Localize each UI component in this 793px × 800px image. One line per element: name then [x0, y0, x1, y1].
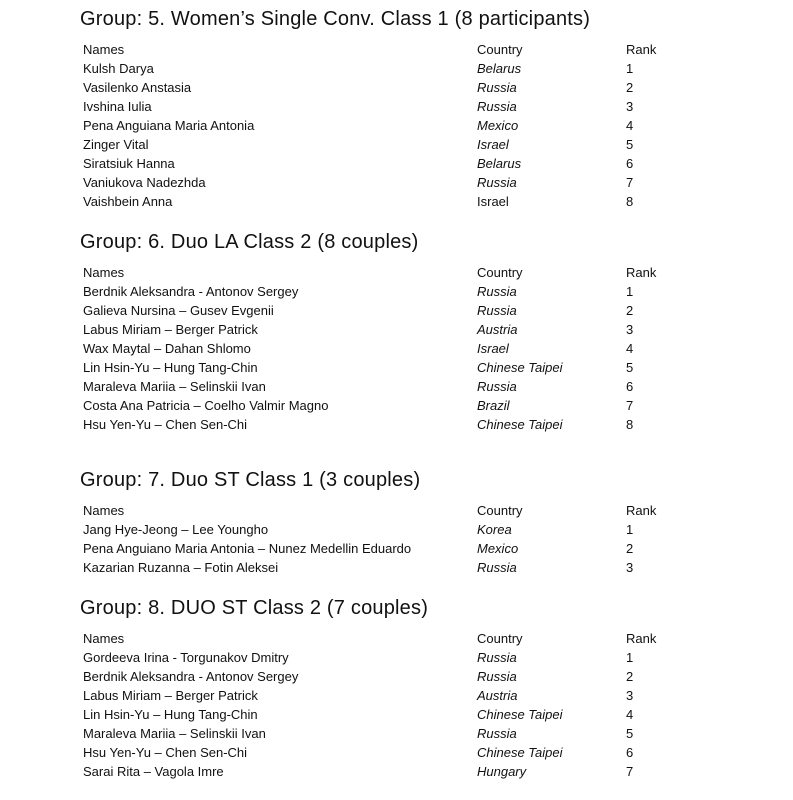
table-row	[0, 339, 793, 358]
country-header: Country	[477, 265, 523, 280]
participant-name: Siratsiuk Hanna	[83, 156, 175, 171]
participant-rank: 3	[626, 560, 634, 575]
participant-name: Pena Anguiano Maria Antonia – Nunez Medellin Eduardo	[83, 541, 412, 556]
participant-name: Labus Miriam – Berger Patrick	[83, 688, 258, 703]
table-row	[0, 173, 793, 192]
participant-rank: 4	[626, 118, 634, 133]
table-row	[0, 116, 793, 135]
participant-rank: 8	[626, 194, 634, 209]
group-title: Group: 7. Duo ST Class 1 (3 couples)	[80, 469, 421, 491]
participant-rank: 1	[626, 61, 634, 76]
participant-rank: 3	[626, 322, 634, 337]
rank-header: Rank	[626, 265, 657, 280]
participant-name: Maraleva Mariia – Selinskii Ivan	[83, 379, 266, 394]
participant-name: Kazarian Ruzanna – Fotin Aleksei	[83, 560, 279, 575]
group-title: Group: 8. DUO ST Class 2 (7 couples)	[80, 597, 429, 619]
table-header-row	[0, 629, 793, 648]
participant-country: Israel	[477, 194, 509, 209]
participant-country: Russia	[477, 80, 517, 95]
participant-rank: 5	[626, 137, 634, 152]
table-row	[0, 762, 793, 781]
table-row	[0, 135, 793, 154]
participant-country: Chinese Taipei	[477, 745, 563, 760]
table-row	[0, 558, 793, 577]
participant-country: Austria	[477, 322, 518, 337]
participant-name: Vasilenko Anstasia	[83, 80, 192, 95]
participant-country: Russia	[477, 99, 517, 114]
participant-country: Chinese Taipei	[477, 417, 563, 432]
table-row	[0, 377, 793, 396]
participant-country: Russia	[477, 726, 517, 741]
participant-rank: 6	[626, 745, 634, 760]
participant-rank: 4	[626, 341, 634, 356]
table-row	[0, 415, 793, 434]
country-header: Country	[477, 631, 523, 646]
participant-rank: 7	[626, 764, 634, 779]
group-title: Group: 5. Women’s Single Conv. Class 1 (8 participants)	[80, 8, 591, 30]
table-header-row	[0, 40, 793, 59]
participant-rank: 3	[626, 99, 634, 114]
participant-rank: 2	[626, 80, 634, 95]
table-row	[0, 301, 793, 320]
participant-country: Russia	[477, 560, 517, 575]
table-row	[0, 648, 793, 667]
group-title: Group: 6. Duo LA Class 2 (8 couples)	[80, 231, 419, 253]
participant-country: Russia	[477, 284, 517, 299]
participant-country: Hungary	[477, 764, 527, 779]
table-row	[0, 282, 793, 301]
participant-rank: 6	[626, 156, 634, 171]
participant-name: Pena Anguiana Maria Antonia	[83, 118, 255, 133]
participant-country: Russia	[477, 303, 517, 318]
participant-name: Berdnik Aleksandra - Antonov Sergey	[83, 284, 299, 299]
participant-name: Vaishbein Anna	[83, 194, 173, 209]
table-row	[0, 705, 793, 724]
names-header: Names	[83, 265, 125, 280]
participant-rank: 2	[626, 669, 634, 684]
table-row	[0, 154, 793, 173]
participant-country: Belarus	[477, 156, 522, 171]
results-table	[0, 501, 793, 577]
table-row	[0, 320, 793, 339]
table-row	[0, 192, 793, 211]
names-header: Names	[83, 631, 125, 646]
participant-rank: 2	[626, 303, 634, 318]
table-row	[0, 59, 793, 78]
participant-name: Gordeeva Irina - Torgunakov Dmitry	[83, 650, 289, 665]
table-row	[0, 520, 793, 539]
participant-country: Russia	[477, 175, 517, 190]
participant-name: Sarai Rita – Vagola Imre	[83, 764, 224, 779]
participant-name: Hsu Yen-Yu – Chen Sen-Chi	[83, 417, 248, 432]
results-table	[0, 40, 793, 211]
participant-country: Israel	[477, 341, 509, 356]
participant-country: Korea	[477, 522, 512, 537]
participant-name: Maraleva Mariia – Selinskii Ivan	[83, 726, 266, 741]
participant-country: Russia	[477, 669, 517, 684]
participant-name: Galieva Nursina – Gusev Evgenii	[83, 303, 274, 318]
participant-name: Zinger Vital	[83, 137, 149, 152]
participant-rank: 5	[626, 726, 634, 741]
table-row	[0, 686, 793, 705]
participant-rank: 2	[626, 541, 634, 556]
participant-rank: 5	[626, 360, 634, 375]
participant-name: Vaniukova Nadezhda	[83, 175, 206, 190]
results-table	[0, 629, 793, 781]
participant-rank: 7	[626, 398, 634, 413]
rank-header: Rank	[626, 42, 657, 57]
participant-rank: 1	[626, 284, 634, 299]
table-row	[0, 724, 793, 743]
participant-country: Mexico	[477, 541, 519, 556]
participant-name: Wax Maytal – Dahan Shlomo	[83, 341, 251, 356]
participant-name: Hsu Yen-Yu – Chen Sen-Chi	[83, 745, 248, 760]
table-row	[0, 78, 793, 97]
table-row	[0, 539, 793, 558]
rank-header: Rank	[626, 503, 657, 518]
table-row	[0, 667, 793, 686]
participant-rank: 7	[626, 175, 634, 190]
participant-country: Chinese Taipei	[477, 360, 563, 375]
participant-rank: 1	[626, 650, 634, 665]
table-row	[0, 396, 793, 415]
table-row	[0, 97, 793, 116]
names-header: Names	[83, 503, 125, 518]
participant-name: Lin Hsin-Yu – Hung Tang-Chin	[83, 360, 258, 375]
country-header: Country	[477, 42, 523, 57]
participant-country: Russia	[477, 650, 517, 665]
names-header: Names	[83, 42, 125, 57]
participant-country: Belarus	[477, 61, 522, 76]
participant-name: Costa Ana Patricia – Coelho Valmir Magno	[83, 398, 329, 413]
participant-country: Chinese Taipei	[477, 707, 563, 722]
participant-rank: 4	[626, 707, 634, 722]
participant-country: Russia	[477, 379, 517, 394]
participant-country: Austria	[477, 688, 518, 703]
participant-name: Kulsh Darya	[83, 61, 154, 76]
results-table	[0, 263, 793, 434]
participant-name: Ivshina Iulia	[83, 99, 152, 114]
participant-rank: 6	[626, 379, 634, 394]
participant-country: Israel	[477, 137, 509, 152]
participant-name: Labus Miriam – Berger Patrick	[83, 322, 258, 337]
table-header-row	[0, 263, 793, 282]
participant-country: Mexico	[477, 118, 519, 133]
participant-rank: 1	[626, 522, 634, 537]
participant-name: Jang Hye-Jeong – Lee Youngho	[83, 522, 269, 537]
country-header: Country	[477, 503, 523, 518]
participant-country: Brazil	[477, 398, 510, 413]
table-row	[0, 743, 793, 762]
participant-rank: 8	[626, 417, 634, 432]
table-header-row	[0, 501, 793, 520]
table-row	[0, 358, 793, 377]
rank-header: Rank	[626, 631, 657, 646]
participant-rank: 3	[626, 688, 634, 703]
participant-name: Berdnik Aleksandra - Antonov Sergey	[83, 669, 299, 684]
participant-name: Lin Hsin-Yu – Hung Tang-Chin	[83, 707, 258, 722]
